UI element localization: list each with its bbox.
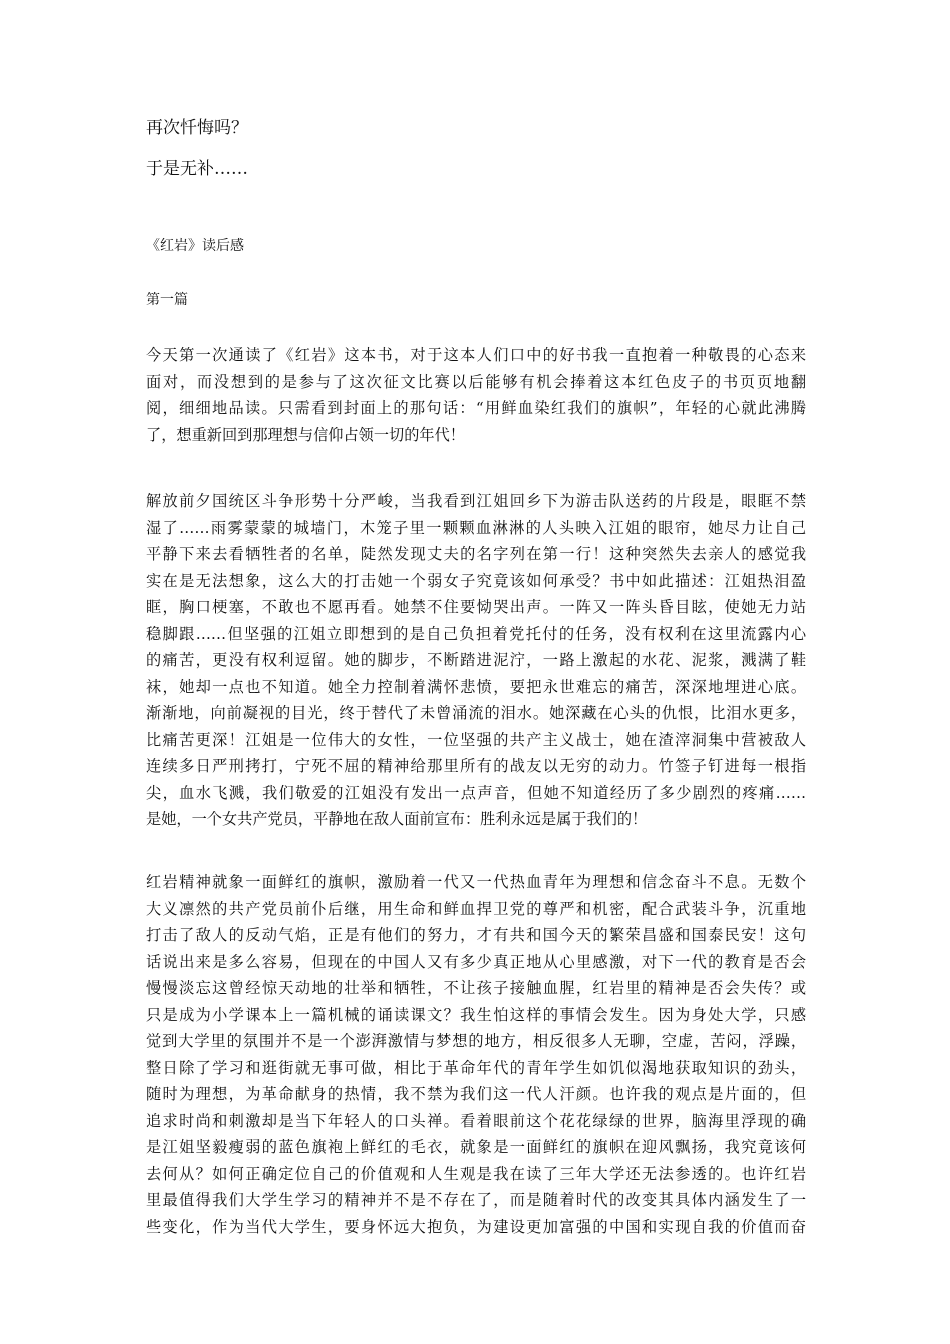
paragraph-line: 渐渐地，向前凝视的目光，终于替代了未曾涌流的泪水。她深藏在心头的仇恨，比泪水更多， bbox=[146, 704, 806, 722]
paragraph-line: 大义凛然的共产党员前仆后继，用生命和鲜血捍卫党的尊严和机密，配合武装斗争，沉重地 bbox=[146, 899, 806, 918]
paragraph-line: 里最值得我们大学生学习的精神并不是不存在了，而是随着时代的改变其具体内涵发生了一 bbox=[146, 1191, 806, 1209]
paragraph-line: 去何从？如何正确定位自己的价值观和人生观是我在读了三年大学还无法参透的。也许红岩 bbox=[146, 1164, 806, 1183]
paragraph-line: 平静下来去看牺牲者的名单，陡然发现丈夫的名字列在第一行！这种突然失去亲人的感觉我 bbox=[146, 545, 806, 563]
paragraph-line: 尖，血水飞溅，我们敬爱的江姐没有发出一点声音，但她不知道经历了多少剧烈的疼痛…… bbox=[146, 783, 806, 802]
paragraph-line: 话说出来是多么容易，但现在的中国人又有多少真正地从心里感激，对下一代的教育是否会 bbox=[146, 952, 806, 971]
paragraph-2 bbox=[146, 488, 806, 833]
paragraph-line: 眶，胸口梗塞，不敢也不愿再看。她禁不住要恸哭出声。一阵又一阵头昏目眩，使她无力站 bbox=[146, 598, 806, 616]
text-line: 再次忏悔吗？ bbox=[146, 118, 248, 138]
paragraph-line: 觉到大学里的氛围并不是一个澎湃激情与梦想的地方，相反很多人无聊，空虚，苦闷，浮躁， bbox=[146, 1032, 806, 1050]
paragraph-line: 阅，细细地品读。只需看到封面上的那句话：“用鲜血染红我们的旗帜”，年轻的心就此沸腾 bbox=[146, 399, 806, 417]
paragraph-line: 连续多日严刑拷打，宁死不屈的精神给那里所有的战友以无穷的动力。竹签子钉进每一根指 bbox=[146, 757, 806, 775]
paragraph-line: 打击了敌人的反动气焰，正是有他们的努力，才有共和国今天的繁荣昌盛和国泰民安！这句 bbox=[146, 926, 806, 944]
paragraph-line: 是她，一个女共产党员，平静地在敌人面前宣布：胜利永远是属于我们的！ bbox=[146, 810, 648, 828]
paragraph-line: 实在是无法想象，这么大的打击她一个弱女子究竟该如何承受？书中如此描述：江姐热泪盈 bbox=[146, 571, 806, 590]
paragraph-line: 稳脚跟……但坚强的江姐立即想到的是自己负担着党托付的任务，没有权利在这里流露内心 bbox=[146, 624, 806, 643]
essay-title: 《红岩》读后感 bbox=[146, 238, 244, 254]
paragraph-line: 的痛苦，更没有权利逗留。她的脚步，不断踏进泥泞，一路上激起的水花、泥浆，溅满了鞋 bbox=[146, 651, 806, 669]
paragraph-line: 解放前夕国统区斗争形势十分严峻，当我看到江姐回乡下为游击队送药的片段是，眼眶不禁 bbox=[146, 492, 806, 510]
paragraph-1 bbox=[146, 342, 806, 448]
paragraph-line: 整日除了学习和逛街就无事可做，相比于革命年代的青年学生如饥似渴地获取知识的劲头， bbox=[146, 1058, 806, 1077]
text-line: 于是无补…… bbox=[146, 159, 248, 179]
paragraph-line: 些变化，作为当代大学生，要身怀远大抱负，为建设更加富强的中国和实现自我的价值而奋 bbox=[146, 1217, 806, 1236]
paragraph-line: 面对，而没想到的是参与了这次征文比赛以后能够有机会捧着这本红色皮子的书页页地翻 bbox=[146, 372, 806, 391]
paragraph-line: 红岩精神就象一面鲜红的旗帜，激励着一代又一代热血青年为理想和信念奋斗不息。无数个 bbox=[146, 873, 806, 891]
paragraph-line: 慢慢淡忘这曾经惊天动地的壮举和牺牲，不让孩子接触血腥，红岩里的精神是否会失传？或 bbox=[146, 979, 806, 997]
paragraph-3 bbox=[146, 869, 806, 1240]
paragraph-line: 比痛苦更深！江姐是一位伟大的女性，一位坚强的共产主义战士，她在渣滓洞集中营被敌人 bbox=[146, 730, 806, 749]
paragraph-line: 只是成为小学课本上一篇机械的诵读课文？我生怕这样的事情会发生。因为身处大学，只感 bbox=[146, 1005, 806, 1024]
paragraph-line: 是江姐坚毅瘦弱的蓝色旗袍上鲜红的毛衣，就象是一面鲜红的旗帜在迎风飘扬，我究竟该何 bbox=[146, 1138, 806, 1156]
paragraph-line: 随时为理想，为革命献身的热情，我不禁为我们这一代人汗颜。也许我的观点是片面的，但 bbox=[146, 1085, 806, 1103]
paragraph-line: 袜，她却一点也不知道。她全力控制着满怀悲愤，要把永世难忘的痛苦，深深地埋进心底。 bbox=[146, 677, 806, 696]
section-heading: 第一篇 bbox=[146, 292, 188, 308]
paragraph-line: 湿了……雨雾蒙蒙的城墙门，木笼子里一颗颗血淋淋的人头映入江姐的眼帘，她尽力让自己 bbox=[146, 518, 806, 537]
paragraph-line: 追求时尚和刺激却是当下年轻人的口头禅。看着眼前这个花花绿绿的世界，脑海里浮现的确 bbox=[146, 1111, 806, 1130]
paragraph-line: 今天第一次通读了《红岩》这本书，对于这本人们口中的好书我一直抱着一种敬畏的心态来 bbox=[146, 346, 806, 364]
paragraph-line: 了，想重新回到那理想与信仰占领一切的年代！ bbox=[146, 425, 465, 444]
